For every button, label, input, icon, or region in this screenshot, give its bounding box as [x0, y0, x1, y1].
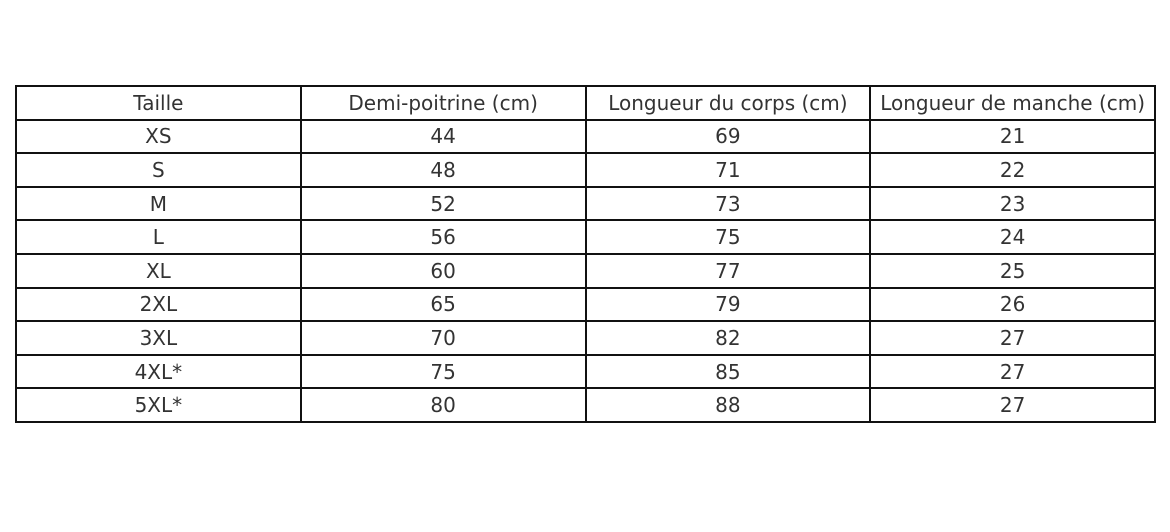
cell-size: 3XL	[16, 321, 301, 355]
cell-body-length: 73	[586, 187, 871, 221]
cell-sleeve-length: 26	[870, 288, 1155, 322]
cell-body-length: 88	[586, 388, 871, 422]
cell-sleeve-length: 22	[870, 153, 1155, 187]
cell-sleeve-length: 24	[870, 220, 1155, 254]
table-header	[16, 86, 1155, 120]
cell-body-length: 79	[586, 288, 871, 322]
cell-size: S	[16, 153, 301, 187]
header-half-chest: Demi-poitrine (cm)	[301, 86, 586, 120]
table-row	[16, 388, 1155, 422]
size-chart-table	[15, 85, 1156, 423]
table-row	[16, 254, 1155, 288]
cell-body-length: 85	[586, 355, 871, 389]
table-row	[16, 187, 1155, 221]
cell-half-chest: 65	[301, 288, 586, 322]
cell-size: M	[16, 187, 301, 221]
cell-sleeve-length: 23	[870, 187, 1155, 221]
cell-size: 5XL*	[16, 388, 301, 422]
cell-half-chest: 60	[301, 254, 586, 288]
header-row	[16, 86, 1155, 120]
table-row	[16, 120, 1155, 154]
cell-sleeve-length: 21	[870, 120, 1155, 154]
cell-sleeve-length: 27	[870, 321, 1155, 355]
cell-body-length: 75	[586, 220, 871, 254]
table-row	[16, 153, 1155, 187]
cell-body-length: 69	[586, 120, 871, 154]
table-body	[16, 120, 1155, 422]
cell-half-chest: 56	[301, 220, 586, 254]
cell-half-chest: 52	[301, 187, 586, 221]
header-sleeve-length: Longueur de manche (cm)	[870, 86, 1155, 120]
cell-size: 4XL*	[16, 355, 301, 389]
cell-size: XS	[16, 120, 301, 154]
cell-half-chest: 70	[301, 321, 586, 355]
cell-body-length: 82	[586, 321, 871, 355]
cell-body-length: 71	[586, 153, 871, 187]
cell-size: XL	[16, 254, 301, 288]
cell-sleeve-length: 27	[870, 388, 1155, 422]
cell-sleeve-length: 27	[870, 355, 1155, 389]
cell-half-chest: 75	[301, 355, 586, 389]
cell-size: 2XL	[16, 288, 301, 322]
table-row	[16, 355, 1155, 389]
cell-half-chest: 80	[301, 388, 586, 422]
cell-size: L	[16, 220, 301, 254]
header-body-length: Longueur du corps (cm)	[586, 86, 871, 120]
cell-half-chest: 44	[301, 120, 586, 154]
cell-body-length: 77	[586, 254, 871, 288]
table-row	[16, 321, 1155, 355]
cell-half-chest: 48	[301, 153, 586, 187]
header-size: Taille	[16, 86, 301, 120]
cell-sleeve-length: 25	[870, 254, 1155, 288]
table-row	[16, 220, 1155, 254]
table-row	[16, 288, 1155, 322]
